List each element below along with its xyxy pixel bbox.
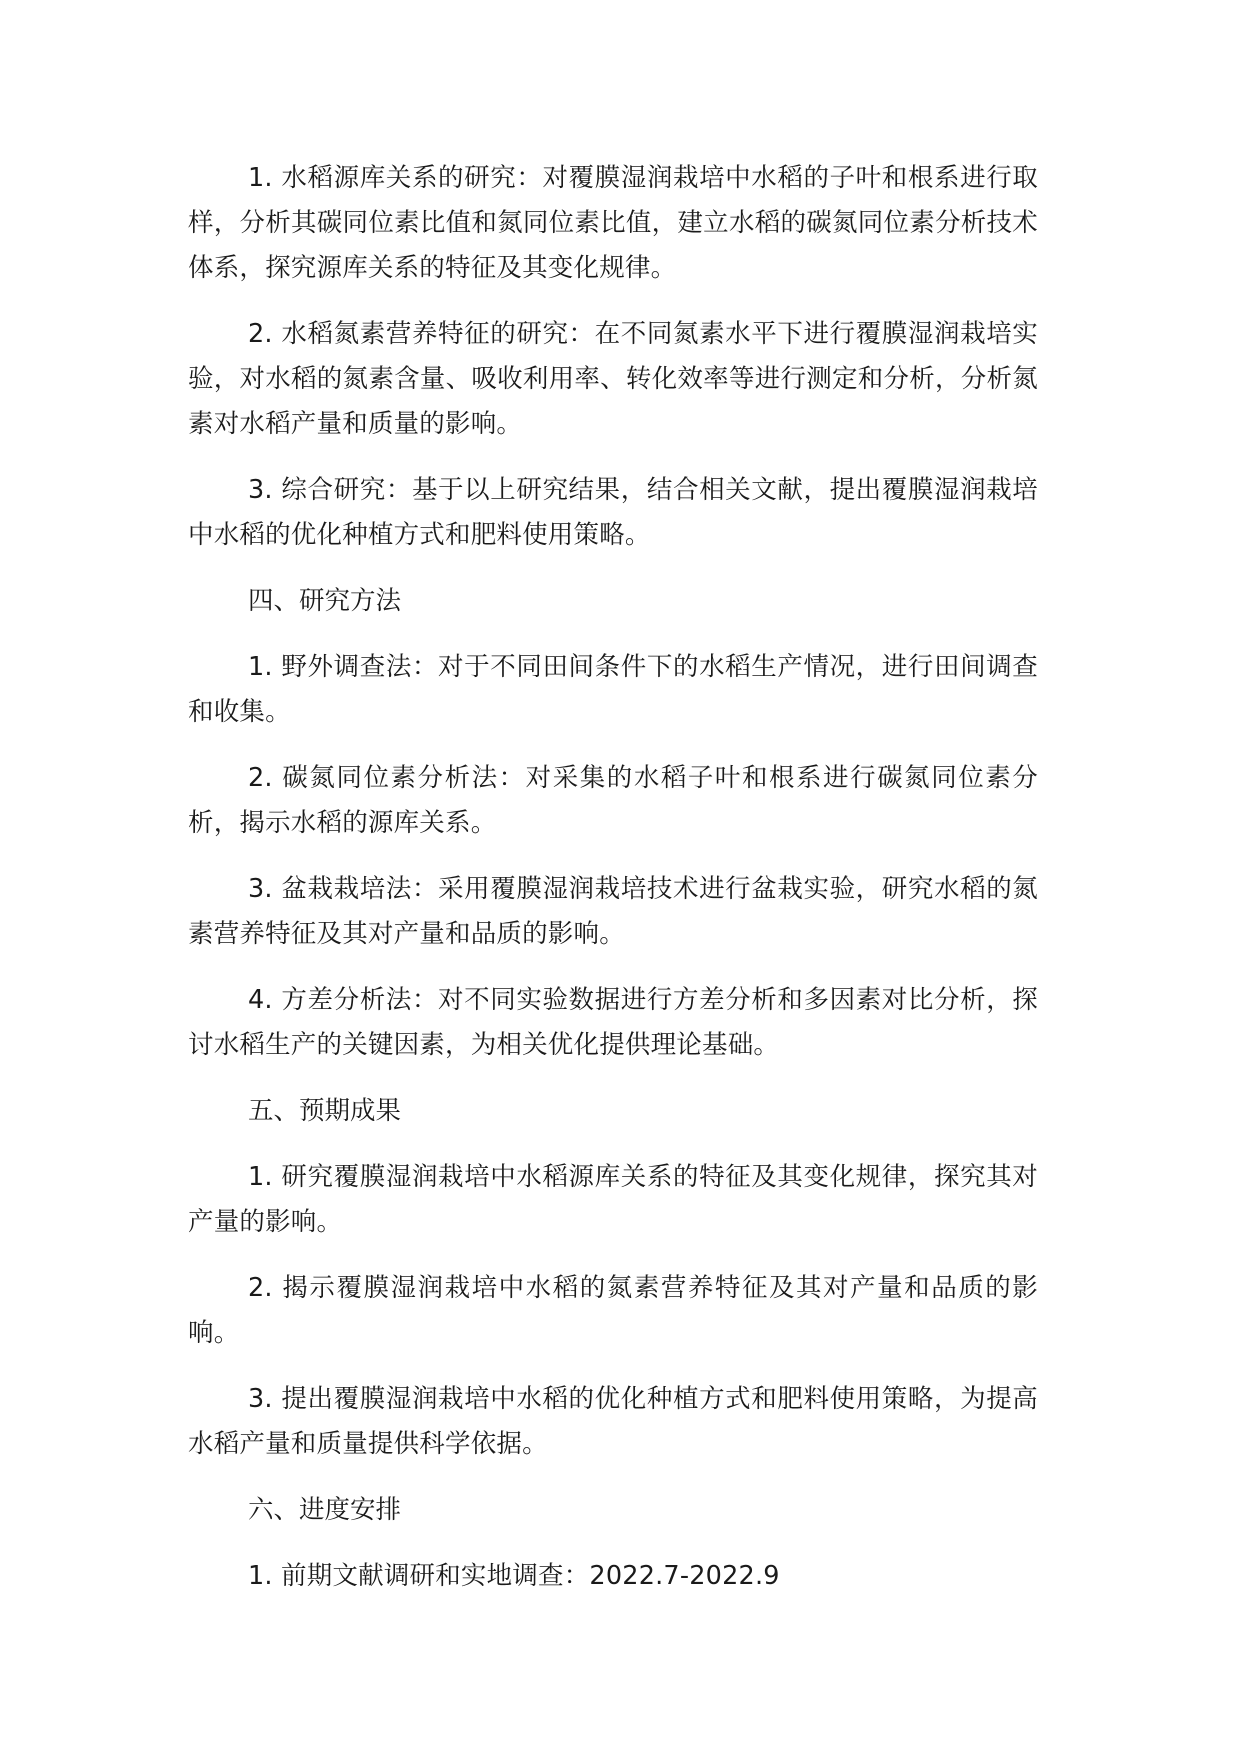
section-heading-methods: 四、研究方法 <box>248 586 402 616</box>
method-item-pot-culture: 3. 盆栽栽培法：采用覆膜湿润栽培技术进行盆栽实验，研究水稻的氮素营养特征及其对产量和品质的影响。 <box>188 874 1038 949</box>
method-item-field-survey: 1. 野外调查法：对于不同田间条件下的水稻生产情况，进行田间调查和收集。 <box>188 652 1038 727</box>
research-item-source-sink: 1. 水稻源库关系的研究：对覆膜湿润栽培中水稻的子叶和根系进行取样，分析其碳同位素比值和氮同位素比值，建立水稻的碳氮同位素分析技术体系，探究源库关系的特征及其变化规律。 <box>188 163 1038 283</box>
section-heading-schedule: 六、进度安排 <box>248 1495 402 1525</box>
research-item-comprehensive: 3. 综合研究：基于以上研究结果，结合相关文献，提出覆膜湿润栽培中水稻的优化种植方式和肥料使用策略。 <box>188 475 1038 550</box>
result-item-source-sink: 1. 研究覆膜湿润栽培中水稻源库关系的特征及其变化规律，探究其对产量的影响。 <box>188 1162 1038 1237</box>
section-heading-expected-results: 五、预期成果 <box>248 1096 402 1126</box>
document-page <box>188 156 1038 1620</box>
research-item-nitrogen-nutrition: 2. 水稻氮素营养特征的研究：在不同氮素水平下进行覆膜湿润栽培实验，对水稻的氮素含量、吸收利用率、转化效率等进行测定和分析，分析氮素对水稻产量和质量的影响。 <box>188 319 1038 439</box>
result-item-strategy: 3. 提出覆膜湿润栽培中水稻的优化种植方式和肥料使用策略，为提高水稻产量和质量提供科学依据。 <box>188 1384 1038 1459</box>
schedule-item-literature-survey: 1. 前期文献调研和实地调查：2022.7-2022.9 <box>248 1561 780 1591</box>
method-item-isotope-analysis: 2. 碳氮同位素分析法：对采集的水稻子叶和根系进行碳氮同位素分析，揭示水稻的源库关系。 <box>188 763 1038 838</box>
result-item-nitrogen: 2. 揭示覆膜湿润栽培中水稻的氮素营养特征及其对产量和品质的影响。 <box>188 1273 1038 1348</box>
method-item-variance-analysis: 4. 方差分析法：对不同实验数据进行方差分析和多因素对比分析，探讨水稻生产的关键因素，为相关优化提供理论基础。 <box>188 985 1038 1060</box>
